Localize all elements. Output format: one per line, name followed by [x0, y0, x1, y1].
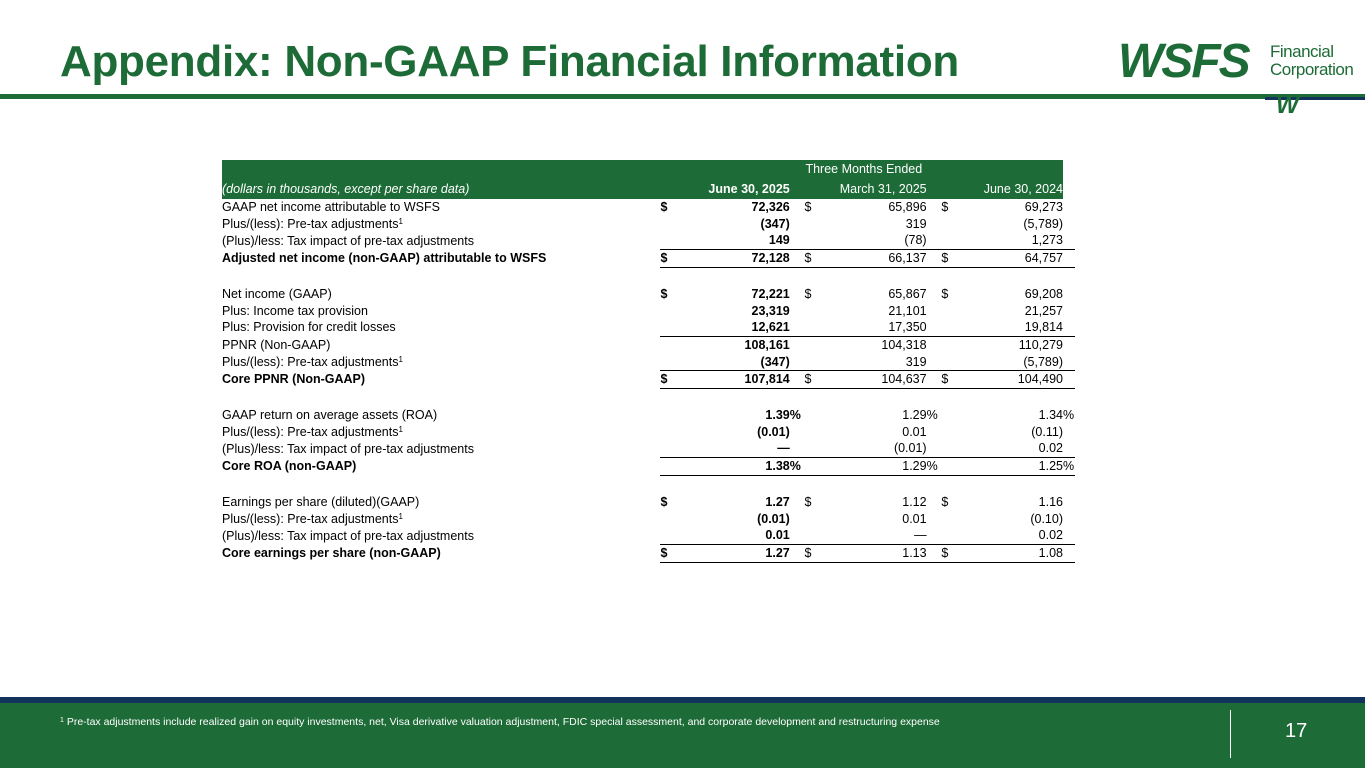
percent-symbol [1063, 511, 1075, 528]
currency-symbol [941, 319, 962, 336]
cell-value: 23,319 [751, 303, 790, 318]
cell-value: 1.16 [1038, 494, 1063, 509]
percent-symbol [927, 250, 942, 268]
row-label-text: (Plus)/less: Tax impact of pre-tax adjustments [222, 441, 474, 456]
cell-value: 1.27 [682, 544, 790, 562]
cell-value: (78) [904, 233, 927, 248]
percent-symbol [927, 424, 942, 441]
table-row [222, 232, 1075, 249]
cell-value: 72,221 [751, 286, 790, 301]
percent-symbol [1063, 216, 1075, 233]
table-spacer-row [222, 389, 1075, 408]
currency-symbol [941, 424, 962, 441]
percent-symbol [790, 336, 805, 353]
currency-symbol [941, 232, 962, 249]
footer-divider [1230, 710, 1231, 758]
row-label [222, 371, 660, 389]
cell-value: 12,621 [751, 320, 790, 335]
footnote [60, 716, 940, 728]
currency-symbol [941, 354, 962, 371]
row-label [222, 407, 660, 424]
currency-symbol: $ [941, 286, 949, 301]
currency-symbol: $ [660, 200, 668, 214]
cell-value: 104,637 [826, 371, 927, 389]
percent-symbol [790, 250, 805, 268]
column-header: June 30, 2025 [682, 180, 790, 200]
percent-symbol [790, 354, 805, 371]
currency-symbol: $ [804, 200, 812, 214]
percent-symbol [790, 286, 805, 303]
currency-symbol: $ [941, 544, 962, 562]
percent-symbol: % [926, 408, 938, 423]
percent-symbol [927, 199, 942, 216]
currency-symbol [660, 336, 681, 353]
table-row [222, 336, 1075, 353]
currency-symbol [660, 458, 681, 476]
currency-symbol [660, 319, 681, 336]
currency-symbol: $ [660, 286, 668, 301]
table-row [222, 407, 1075, 424]
currency-symbol: $ [660, 494, 668, 509]
row-label-text: Plus/(less): Pre-tax adjustments [222, 424, 399, 439]
cell-value: 104,490 [962, 371, 1063, 389]
row-label [222, 319, 660, 336]
percent-symbol [927, 494, 942, 511]
currency-symbol: $ [941, 494, 949, 509]
currency-symbol [660, 216, 681, 233]
percent-symbol [1063, 286, 1075, 303]
percent-symbol [1063, 232, 1075, 249]
percent-symbol [927, 544, 942, 562]
percent-symbol [790, 232, 805, 249]
percent-symbol [790, 424, 805, 441]
table-row [222, 424, 1075, 441]
cell-value: 69,273 [1024, 200, 1063, 214]
table-row [222, 494, 1075, 511]
footnote-ref: 1 [398, 354, 403, 364]
row-label-text: GAAP return on average assets (ROA) [222, 408, 438, 423]
group-header: Three Months Ended [660, 160, 1063, 180]
row-label [222, 494, 660, 511]
table-row [222, 354, 1075, 371]
row-label-text: Adjusted net income (non-GAAP) attributable to WSFS [222, 251, 547, 266]
row-label-text: Plus: Provision for credit losses [222, 320, 396, 335]
currency-symbol: $ [941, 250, 962, 268]
row-label-text: Core PPNR (Non-GAAP) [222, 372, 366, 387]
currency-symbol: $ [804, 286, 812, 301]
percent-symbol [790, 440, 805, 457]
percent-symbol: % [789, 408, 801, 423]
row-label [222, 250, 660, 268]
percent-symbol [1063, 303, 1075, 320]
percent-symbol [1063, 440, 1075, 457]
cell-value: 0.01 [902, 511, 927, 526]
percent-symbol [1063, 371, 1075, 389]
cell-value: 0.01 [902, 424, 927, 439]
cell-value: 0.02 [1038, 528, 1063, 543]
cell-value: 72,128 [682, 250, 790, 268]
logo-w-mark-icon [1276, 94, 1306, 116]
cell-value: 65,896 [888, 200, 927, 214]
currency-symbol [660, 511, 681, 528]
currency-symbol [804, 527, 825, 544]
currency-symbol [660, 354, 681, 371]
currency-symbol [941, 303, 962, 320]
logo-subtitle-line1: Financial [1270, 42, 1334, 61]
page-number: 17 [1285, 720, 1308, 742]
percent-symbol [927, 336, 942, 353]
cell-value: 66,137 [826, 250, 927, 268]
percent-symbol: % [1063, 458, 1075, 476]
currency-symbol [660, 527, 681, 544]
footnote-ref: 1 [398, 424, 403, 434]
cell-value: 19,814 [1024, 320, 1063, 335]
cell-value: 1.29 [826, 458, 927, 476]
cell-value: 21,257 [1024, 303, 1063, 318]
row-label-text: (Plus)/less: Tax impact of pre-tax adjustments [222, 233, 474, 248]
currency-symbol [804, 511, 825, 528]
cell-value: 1.34 [1038, 408, 1063, 423]
cell-value: 319 [905, 216, 927, 231]
percent-symbol [790, 544, 805, 562]
currency-symbol [941, 216, 962, 233]
cell-value: 110,279 [962, 336, 1063, 353]
table-row [222, 216, 1075, 233]
row-label-text: Core ROA (non-GAAP) [222, 459, 357, 474]
row-label [222, 424, 660, 441]
row-label [222, 286, 660, 303]
cell-value: — [914, 528, 927, 543]
percent-symbol: % [927, 458, 942, 476]
units-note: (dollars in thousands, except per share data) [222, 180, 660, 200]
row-label-text: Net income (GAAP) [222, 286, 332, 301]
currency-symbol: $ [941, 200, 949, 214]
percent-symbol [927, 371, 942, 389]
percent-symbol [790, 511, 805, 528]
currency-symbol [804, 354, 825, 371]
cell-value: (5,789) [1023, 354, 1063, 369]
currency-symbol [804, 303, 825, 320]
cell-value: 17,350 [888, 320, 927, 335]
currency-symbol [804, 440, 825, 457]
cell-value: 1.38 [682, 458, 790, 476]
table-spacer-row [222, 267, 1075, 286]
row-label [222, 527, 660, 544]
footnote-ref: 1 [398, 216, 403, 226]
cell-value: 107,814 [682, 371, 790, 389]
cell-value: (0.01) [893, 441, 927, 456]
cell-value: (0.01) [757, 511, 790, 526]
row-label-text: PPNR (Non-GAAP) [222, 337, 331, 352]
row-label [222, 544, 660, 562]
table-row [222, 199, 1075, 216]
row-label [222, 354, 660, 371]
percent-symbol [927, 319, 942, 336]
percent-symbol [1063, 544, 1075, 562]
currency-symbol [941, 407, 962, 424]
logo-subtitle-line2: Corporation [1270, 60, 1354, 79]
column-header: June 30, 2024 [962, 180, 1063, 200]
percent-symbol [927, 216, 942, 233]
row-label-text: Plus/(less): Pre-tax adjustments [222, 216, 399, 231]
currency-symbol [660, 440, 681, 457]
currency-symbol: $ [804, 544, 825, 562]
row-label [222, 199, 660, 216]
table-header-group-row [222, 160, 1075, 180]
percent-symbol [1063, 199, 1075, 216]
currency-symbol: $ [804, 250, 825, 268]
footnote-marker: 1 [60, 717, 64, 724]
percent-symbol [790, 494, 805, 511]
cell-value: 21,101 [888, 303, 927, 318]
currency-symbol [804, 424, 825, 441]
footer-bar [0, 703, 1365, 768]
row-label-text: Plus/(less): Pre-tax adjustments [222, 511, 399, 526]
table-row [222, 303, 1075, 320]
percent-symbol [927, 440, 942, 457]
cell-value: 1.12 [902, 494, 927, 509]
currency-symbol: $ [660, 250, 681, 268]
cell-value: 72,326 [751, 200, 790, 214]
cell-value: 1.25 [962, 458, 1063, 476]
row-label-text: Earnings per share (diluted)(GAAP) [222, 494, 420, 509]
row-label [222, 511, 660, 528]
currency-symbol [804, 232, 825, 249]
cell-value: 1,273 [1031, 233, 1063, 248]
cell-value: (0.11) [1031, 424, 1063, 439]
currency-symbol [660, 232, 681, 249]
cell-value: 104,318 [826, 336, 927, 353]
cell-value: 1.08 [962, 544, 1063, 562]
financial-table [222, 160, 1075, 563]
row-label-text: (Plus)/less: Tax impact of pre-tax adjustments [222, 528, 474, 543]
cell-value: 319 [905, 354, 927, 369]
cell-value: 1.13 [826, 544, 927, 562]
cell-value: 1.27 [765, 494, 790, 509]
column-header: March 31, 2025 [826, 180, 927, 200]
row-label [222, 216, 660, 233]
currency-symbol: $ [660, 544, 681, 562]
logo-mark: W [1276, 94, 1299, 116]
currency-symbol [941, 336, 962, 353]
percent-symbol [1063, 354, 1075, 371]
cell-value: 64,757 [962, 250, 1063, 268]
cell-value: 149 [768, 233, 790, 248]
percent-symbol [790, 527, 805, 544]
cell-value: (347) [760, 216, 790, 231]
cell-value: 0.02 [1038, 441, 1063, 456]
percent-symbol [927, 232, 942, 249]
row-label [222, 232, 660, 249]
percent-symbol [927, 286, 942, 303]
footnote-text: Pre-tax adjustments include realized gain on equity investments, net, Visa derivative valuation adjustment, FDIC special assessment, and corporate development and restructuring expense [63, 716, 940, 728]
currency-symbol [941, 458, 962, 476]
row-label-text: Plus: Income tax provision [222, 303, 368, 318]
currency-symbol [804, 216, 825, 233]
cell-value: (347) [760, 354, 790, 369]
currency-symbol [804, 407, 825, 424]
percent-symbol [927, 511, 942, 528]
cell-value: — [777, 441, 790, 456]
cell-value: (0.01) [757, 424, 790, 439]
row-label [222, 336, 660, 353]
table-row [222, 440, 1075, 457]
cell-value: 1.29 [902, 408, 927, 423]
currency-symbol [941, 527, 962, 544]
currency-symbol: $ [804, 371, 825, 389]
currency-symbol [804, 336, 825, 353]
page-title: Appendix: Non-GAAP Financial Information [60, 37, 959, 86]
percent-symbol [1063, 527, 1075, 544]
currency-symbol: $ [660, 371, 681, 389]
row-label [222, 303, 660, 320]
currency-symbol: $ [804, 494, 812, 509]
cell-value: 0.01 [765, 528, 790, 543]
cell-value: 65,867 [888, 286, 927, 301]
percent-symbol [790, 371, 805, 389]
row-label-text: Core earnings per share (non-GAAP) [222, 545, 441, 560]
percent-symbol [1063, 336, 1075, 353]
table-spacer-row [222, 475, 1075, 494]
percent-symbol [927, 527, 942, 544]
cell-value: (0.10) [1030, 511, 1063, 526]
currency-symbol [941, 511, 962, 528]
row-label [222, 440, 660, 457]
table-row [222, 511, 1075, 528]
percent-symbol [927, 303, 942, 320]
table-row [222, 371, 1075, 389]
percent-symbol [790, 216, 805, 233]
cell-value: (5,789) [1023, 216, 1063, 231]
cell-value: 108,161 [682, 336, 790, 353]
percent-symbol [1063, 424, 1075, 441]
table-row [222, 319, 1075, 336]
table-header-row [222, 180, 1075, 200]
percent-symbol [927, 354, 942, 371]
currency-symbol [660, 424, 681, 441]
wsfs-logo [1118, 35, 1358, 120]
percent-symbol [1063, 494, 1075, 511]
percent-symbol [1063, 250, 1075, 268]
percent-symbol: % [1062, 408, 1075, 423]
logo-subtitle [1270, 43, 1353, 79]
currency-symbol: $ [941, 371, 962, 389]
logo-wordmark: WSFS [1118, 35, 1249, 88]
footnote-ref: 1 [398, 511, 403, 521]
row-label-text: GAAP net income attributable to WSFS [222, 200, 440, 214]
currency-symbol [804, 319, 825, 336]
cell-value: 69,208 [1024, 286, 1063, 301]
percent-symbol: % [790, 458, 805, 476]
percent-symbol [790, 303, 805, 320]
table-row [222, 250, 1075, 268]
cell-value: 1.39 [765, 408, 790, 423]
percent-symbol [790, 319, 805, 336]
percent-symbol [1063, 319, 1075, 336]
currency-symbol [660, 407, 681, 424]
currency-symbol [660, 303, 681, 320]
row-label-text: Plus/(less): Pre-tax adjustments [222, 354, 399, 369]
table-row [222, 458, 1075, 476]
table-row [222, 527, 1075, 544]
row-label [222, 458, 660, 476]
percent-symbol [790, 199, 805, 216]
currency-symbol [941, 440, 962, 457]
table-row [222, 544, 1075, 562]
table-row [222, 286, 1075, 303]
currency-symbol [804, 458, 825, 476]
